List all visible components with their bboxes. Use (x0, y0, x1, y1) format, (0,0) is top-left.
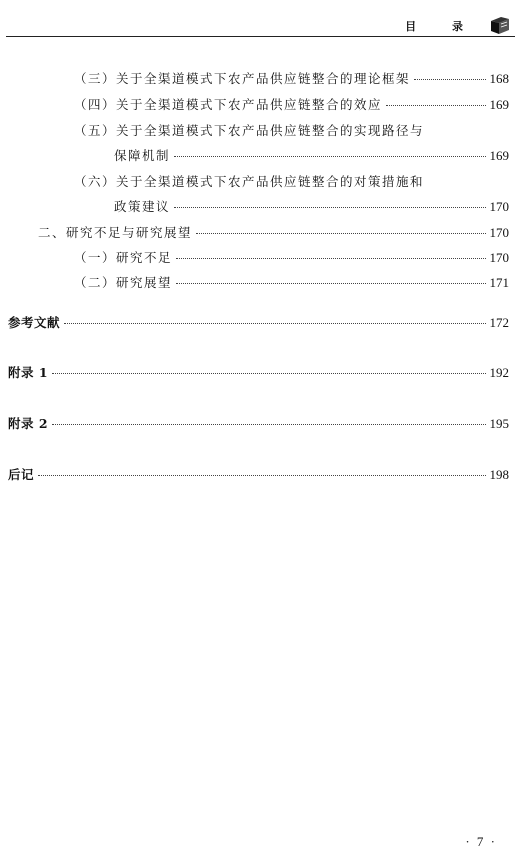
page-number: · 7 · (465, 834, 497, 849)
toc-leader-dots (414, 79, 485, 80)
toc-entry (8, 365, 509, 381)
toc-entry-label: 后记 (8, 467, 35, 482)
toc-leader-dots (386, 105, 485, 106)
toc-entry (8, 467, 509, 483)
toc-entry-label: （四）关于全渠道模式下农产品供应链整合的效应 (74, 97, 383, 112)
toc-entry-page: 192 (489, 365, 509, 380)
toc-leader-dots (196, 233, 485, 234)
toc-entry-label: （三）关于全渠道模式下农产品供应链整合的理论框架 (74, 71, 411, 86)
toc-entry (114, 199, 509, 215)
toc-leader-dots (52, 373, 485, 374)
toc-entry-page: 168 (489, 71, 509, 86)
toc-entry-label: （六）关于全渠道模式下农产品供应链整合的对策措施和 (74, 174, 425, 189)
toc-leader-dots (38, 475, 485, 476)
toc-entry (74, 174, 509, 190)
toc-entry (74, 71, 509, 87)
toc-entry-label: 保障机制 (114, 148, 171, 163)
toc-entry-label: （二）研究展望 (74, 275, 173, 290)
toc-entry-label: 政策建议 (114, 199, 171, 214)
toc-entry-label: （一）研究不足 (74, 250, 173, 265)
toc-leader-dots (64, 323, 485, 324)
toc-entry (8, 315, 509, 331)
toc-entry (8, 416, 509, 432)
toc-entry-label: 参考文献 (8, 315, 61, 330)
book-icon (489, 13, 511, 35)
toc-leader-dots (174, 156, 485, 157)
toc-entry-page: 170 (489, 225, 509, 240)
toc-leader-dots (174, 207, 485, 208)
toc-entry-page: 169 (489, 97, 509, 112)
running-header-title: 目 录 (405, 20, 479, 33)
toc-entry (74, 97, 509, 113)
toc-entry-page: 171 (489, 275, 509, 290)
toc-entry-page: 170 (489, 250, 509, 265)
header-rule (6, 36, 515, 37)
toc-entry-page: 195 (489, 416, 509, 431)
toc-leader-dots (176, 283, 485, 284)
toc-entry-page: 169 (489, 148, 509, 163)
toc-leader-dots (52, 424, 485, 425)
toc-entry-label: 附录 2 (8, 416, 49, 431)
toc-entry (74, 275, 509, 291)
toc-entry-label: 附录 1 (8, 365, 49, 380)
toc-entry (74, 250, 509, 266)
toc-leader-dots (176, 258, 485, 259)
toc-entry-page: 170 (489, 199, 509, 214)
toc-entry-page: 198 (489, 467, 509, 482)
toc-entry (74, 123, 509, 139)
toc-entry-label: （五）关于全渠道模式下农产品供应链整合的实现路径与 (74, 123, 425, 138)
toc-entry (114, 148, 509, 164)
toc-entry (38, 225, 509, 241)
toc-entry-page: 172 (489, 315, 509, 330)
toc-entry-label: 二、研究不足与研究展望 (38, 225, 193, 240)
